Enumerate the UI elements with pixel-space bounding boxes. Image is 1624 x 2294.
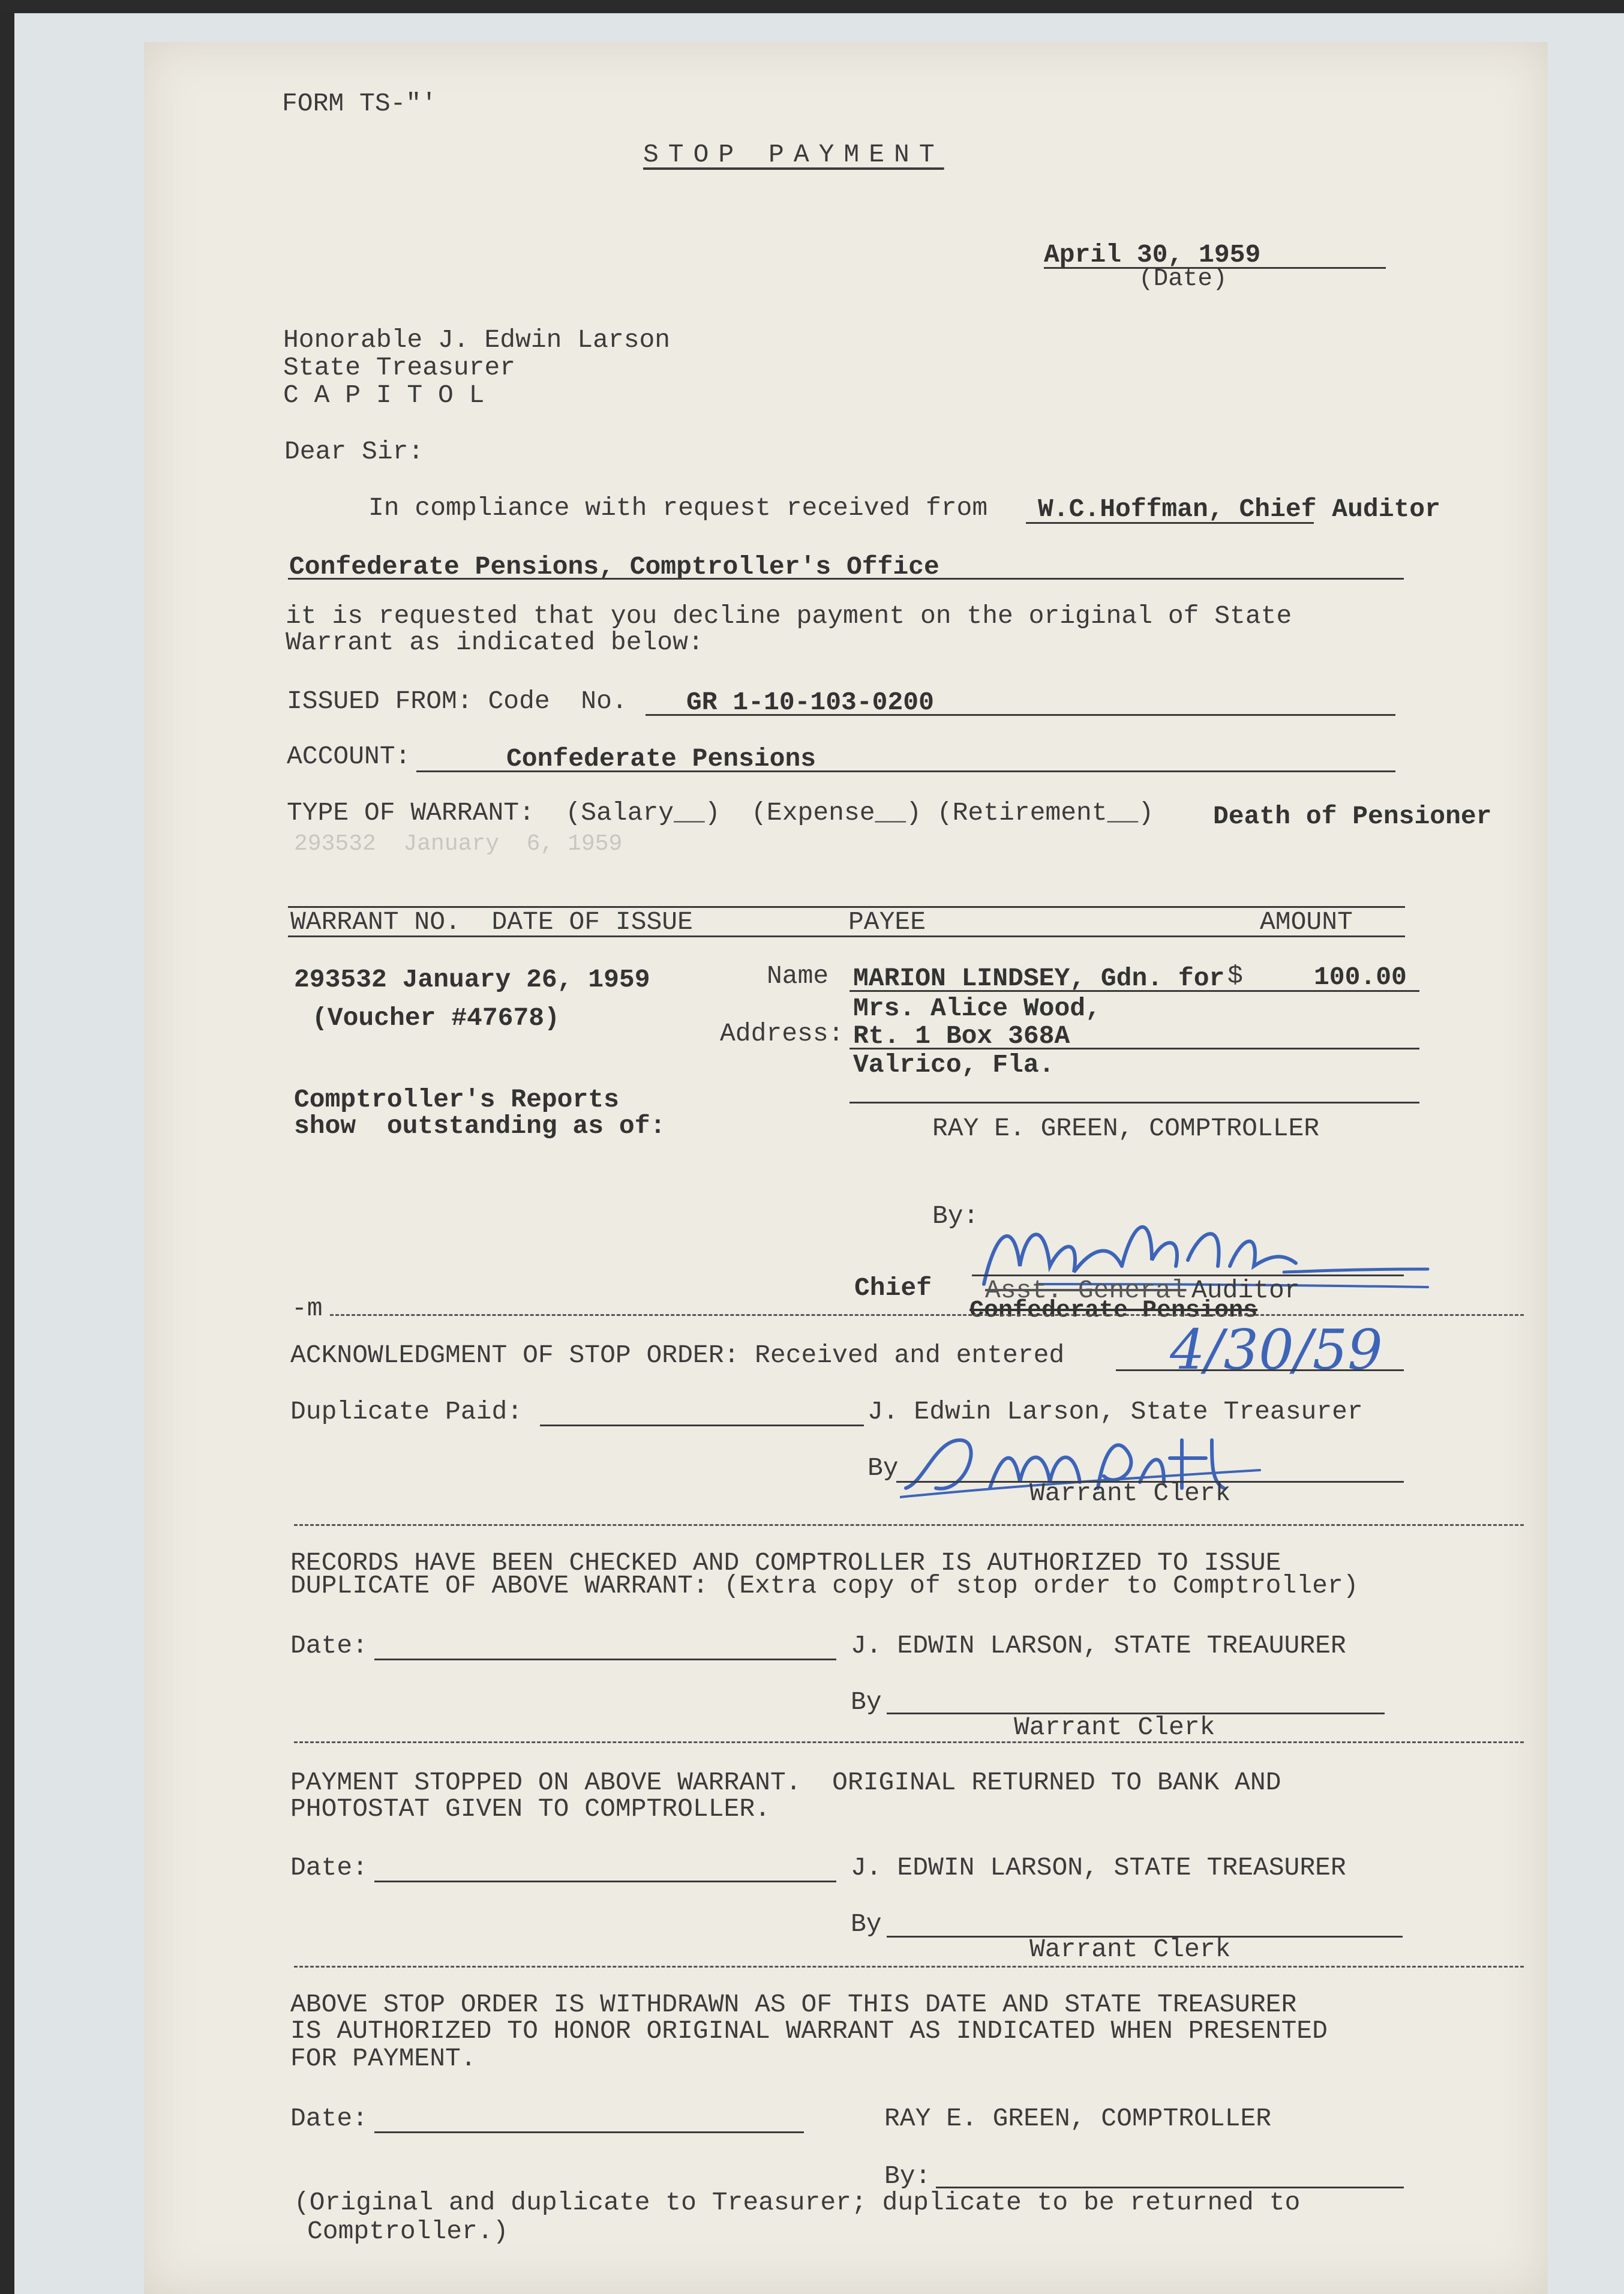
records-treasurer: J. EDWIN LARSON, STATE TREAUURER <box>851 1631 1346 1660</box>
form-title: STOP PAYMENT <box>643 140 944 169</box>
margin-mark: -m <box>292 1294 323 1323</box>
payee-address-line-1: Mrs. Alice Wood, <box>853 994 1101 1023</box>
duplicate-paid-underline <box>540 1425 864 1426</box>
section-divider-4 <box>294 1966 1524 1968</box>
type-of-warrant-value: Death of Pensioner <box>1213 802 1492 831</box>
acknowledgment-treasurer: J. Edwin Larson, State Treasurer <box>867 1397 1363 1426</box>
table-header-rule <box>288 935 1405 937</box>
code-underline <box>646 714 1395 716</box>
scan-left-edge <box>0 13 14 2294</box>
code-number: GR 1-10-103-0200 <box>686 688 934 717</box>
header-warrant-date: WARRANT NO. DATE OF ISSUE <box>290 907 693 937</box>
reports-line-2: show outstanding as of: <box>294 1111 666 1141</box>
records-by-label: By <box>851 1687 882 1717</box>
comptroller-by-label: By: <box>932 1201 979 1231</box>
name-label: Name <box>767 961 829 991</box>
requester-underline <box>1026 522 1314 524</box>
payment-stopped-date-label: Date: <box>290 1853 368 1882</box>
payment-stopped-line-2: PHOTOSTAT GIVEN TO COMPTROLLER. <box>290 1794 770 1824</box>
withdrawn-comptroller: RAY E. GREEN, COMPTROLLER <box>884 2104 1272 2133</box>
payee-underline <box>849 990 1419 992</box>
withdrawn-line-2: IS AUTHORIZED TO HONOR ORIGINAL WARRANT AS INDICATED WHEN PRESENTED <box>290 2016 1328 2046</box>
account-label: ACCOUNT: <box>287 742 411 771</box>
addressee-name: Honorable J. Edwin Larson <box>283 325 671 355</box>
request-line-1: it is requested that you decline payment on the original of State <box>286 601 1292 631</box>
payment-stopped-date-underline <box>374 1881 836 1882</box>
payment-stopped-treasurer: J. EDWIN LARSON, STATE TREASURER <box>851 1853 1346 1882</box>
footer-line-2: Comptroller.) <box>307 2217 509 2246</box>
address-underline <box>849 1048 1419 1049</box>
struck-title: Asst. General <box>985 1276 1187 1305</box>
header-amount: AMOUNT <box>1260 907 1353 937</box>
outstanding-underline <box>849 1102 1419 1103</box>
records-line-1: RECORDS HAVE BEEN CHECKED AND COMPTROLLER IS AUTHORIZED TO ISSUE <box>290 1548 1281 1578</box>
footer-line-1: (Original and duplicate to Treasurer; duplicate to be returned to <box>294 2188 1301 2217</box>
duplicate-paid-label: Duplicate Paid: <box>290 1397 523 1426</box>
withdrawn-date-underline <box>374 2131 804 2133</box>
section-divider-2 <box>294 1524 1524 1526</box>
bleed-through-text: 293532 January 6, 1959 <box>294 831 623 857</box>
amount-value: 100.00 <box>1314 962 1407 992</box>
form-number: FORM TS-"' <box>282 89 437 118</box>
records-clerk-label: Warrant Clerk <box>1014 1713 1215 1742</box>
withdrawn-line-3: FOR PAYMENT. <box>290 2044 476 2073</box>
acknowledgment-underline <box>1116 1369 1404 1371</box>
voucher-number: (Voucher #47678) <box>312 1003 560 1033</box>
addressee-title: State Treasurer <box>283 353 516 382</box>
section-divider-1 <box>330 1314 1524 1316</box>
struck-department: Confederate Pensions <box>969 1297 1258 1324</box>
payment-stopped-clerk-label: Warrant Clerk <box>1029 1935 1231 1964</box>
acknowledgment-by-label: By <box>867 1453 899 1483</box>
account-underline <box>416 770 1395 772</box>
request-line-2: Warrant as indicated below: <box>286 628 704 657</box>
reports-line-1: Comptroller's Reports <box>294 1085 619 1114</box>
payment-stopped-by-label: By <box>851 1909 882 1939</box>
chief-label: Chief <box>854 1273 932 1303</box>
address-label: Address: <box>720 1019 844 1048</box>
form-date: April 30, 1959 <box>1044 240 1261 269</box>
warrant-number-date: 293532 January 26, 1959 <box>294 965 650 994</box>
payee-address-line-2: Rt. 1 Box 368A <box>853 1021 1070 1051</box>
records-date-underline <box>374 1659 836 1660</box>
issued-from-label: ISSUED FROM: Code No. <box>287 686 628 716</box>
form-document <box>144 42 1548 2294</box>
records-line-2: DUPLICATE OF ABOVE WARRANT: (Extra copy of stop order to Comptroller) <box>290 1571 1359 1600</box>
auditor-label: Auditor <box>1191 1276 1300 1305</box>
requester-office: Confederate Pensions, Comptroller's Office <box>289 552 939 581</box>
payee-address-line-3: Valrico, Fla. <box>853 1050 1055 1079</box>
payment-stopped-line-1: PAYMENT STOPPED ON ABOVE WARRANT. ORIGINAL RETURNED TO BANK AND <box>290 1768 1281 1797</box>
office-underline <box>288 578 1404 580</box>
header-payee: PAYEE <box>848 907 926 937</box>
type-of-warrant-label: TYPE OF WARRANT: (Salary__) (Expense__) (Retirement__) <box>287 798 1154 827</box>
date-label: (Date) <box>1139 265 1227 293</box>
acknowledgment-clerk-label: Warrant Clerk <box>1029 1479 1231 1508</box>
currency-symbol: $ <box>1227 961 1243 991</box>
compliance-text: In compliance with request received from <box>368 493 988 523</box>
acknowledgment-date-handwritten: 4/30/59 <box>1170 1318 1383 1382</box>
acknowledgment-label: ACKNOWLEDGMENT OF STOP ORDER: Received and entered <box>290 1341 1065 1370</box>
withdrawn-line-1: ABOVE STOP ORDER IS WITHDRAWN AS OF THIS DATE AND STATE TREASURER <box>290 1990 1297 2019</box>
withdrawn-date-label: Date: <box>290 2104 368 2133</box>
salutation: Dear Sir: <box>284 437 424 466</box>
section-divider-3 <box>294 1741 1524 1743</box>
comptroller-name: RAY E. GREEN, COMPTROLLER <box>932 1114 1320 1143</box>
withdrawn-by-label: By: <box>884 2161 931 2191</box>
addressee-location: C A P I T O L <box>283 380 485 410</box>
records-date-label: Date: <box>290 1631 368 1660</box>
requester-name: W.C.Hoffman, Chief Auditor <box>1038 494 1440 524</box>
scan-top-edge <box>0 0 1624 13</box>
payee-name: MARION LINDSEY, Gdn. for <box>853 964 1225 993</box>
account-value: Confederate Pensions <box>506 744 816 773</box>
